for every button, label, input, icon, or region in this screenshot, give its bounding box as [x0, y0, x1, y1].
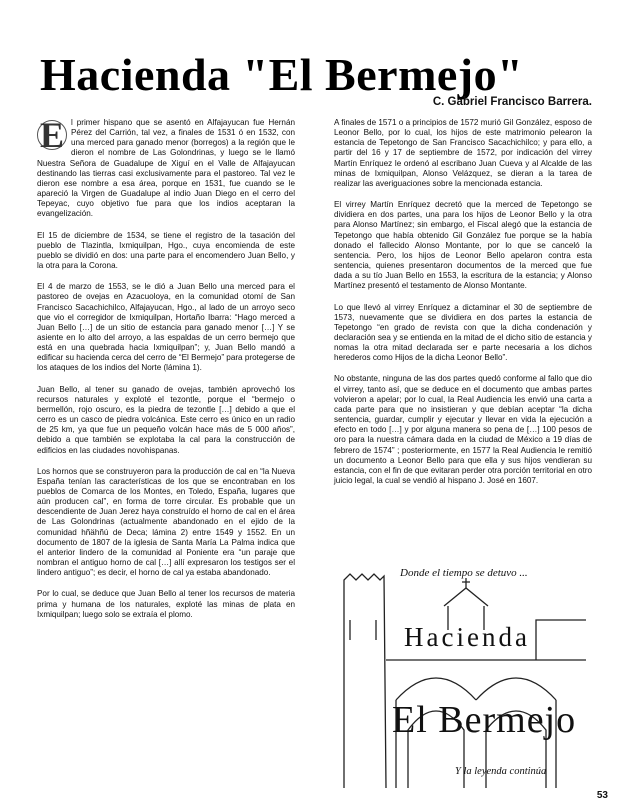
illustration-tagline: Donde el tiempo se detuvo ... [400, 567, 528, 579]
author-byline: C. Gabriel Francisco Barrera. [432, 96, 592, 108]
paragraph: El 15 de diciembre de 1534, se tiene el registro de la tasación del pueblo de Tlazintla, Ixmiquilpan, Hgo., cuya encomienda de este pueblo se dividió en dos: una parte para el encomendero Juan Bello, y la otra para la Corona. [37, 230, 295, 271]
paragraph: No obstante, ninguna de las dos partes quedó conforme al fallo que dio el virrey, tanto así, que se deduce en el documento que ambas partes volvieron a apelar; por lo cual, la Real Audiencia les envió una carta a cada parte para que no insistieran y que debían aceptar “la dicha sentencia, guardar, cumplir y ejecutar y llevar en vida la ejecución a efecto en todo […] y por alguna manera so pena de […] 100 pesos de oro para la nuestra cámara dada en la ciudad de México a 19 días de febrero de 1574” ; posteriormente, en 1577 la Real Audiencia le remitió un documento a Leonor Bello para que ella y sus hijos vendieran su estancia, con el fin de que evitaran perder otra porción territorial en otro juicio legal, la cual se vendió al hispano J. José en 1607. [334, 374, 592, 485]
paragraph: El 4 de marzo de 1553, se le dió a Juan Bello una merced para el pastoreo de ovejas en Azacuoloya, en la comunidad otomí de San Francisco Sacachichilco, Alfajayucan, Hgo., al lado de un arroyo seco que vio el corregidor de Ixmiquilpan, Hortaño Ibarra: “Hago merced a Juan Bello […] de un sitio de estancia para ganado menor […] Y se asiente en lo alto del arroyo, a las espaldas de un cerro bermejo que está en una quebrada hacia Ixmiquilpan”; y, Juan Bello mandó a edificar su hacienda cerca del cerro de “El Bermejo” para protegerse de los ataques de los indios del Norte (lámina 1). [37, 282, 295, 373]
hacienda-illustration [336, 560, 596, 790]
drop-cap: E [37, 120, 67, 150]
left-column [37, 115, 295, 631]
paragraph: Lo que llevó al virrey Enríquez a dictaminar el 30 de septiembre de 1573, nuevamente que se dividiera en dos partes la estancia de Tepetongo “en grado de revista con que la dicha condenación y declaración sea y se entienda en la mitad de el dicho sitio de estancia y nomas la otra mitad declarada ser e parte necesaria a los dichos herederos como Hijos de la dicha Leonor Bello”. [334, 302, 592, 363]
paragraph: Juan Bello, al tener su ganado de ovejas, también aprovechó los recursos naturales y exploté el tezontle, porque el “bermejo o bermellón, rojo oscuro, es la piedra de tezontle […] debido a que el cerro es un casco de piedra volcánica. Este cerro es único en un radio de 25 km, ya que fue un pequeño volcán hace más de 5 000 años”, debido a que también se explotaba la cal para la construcción de edificios en las ciudades novohispanas. [37, 384, 295, 455]
paragraph: Los hornos que se construyeron para la producción de cal en “la Nueva España tenían las características de los que se encontraban en los pueblos de Comarca de los Montes, en Toledo, España, lugares que aún producen cal”, en forma de torre circular. Es probable que un descendiente de Juan Jerez haya construído el horno de cal en el área de Las Golondrinas (actualmente abandonado en el ejido de la comunidad hñähñú de Deca; lámina 2) entre 1549 y 1552. En un documento de 1807 de la iglesia de Santa María La Palma indica que el anterior lindero de la comunidad al Poniente era “un paraje que nombran el antiguo horno de cal […] allí expresaron los testigos ser el lindero antiguo”; es decir, el horno de cal ya estaba abandonado. [37, 466, 295, 578]
paragraph: A finales de 1571 o a principios de 1572 murió Gil González, esposo de Leonor Bello, por lo cual, los hijos de este matrimonio pelearon la estancia de Tepetongo de San Francisco Sacachichilco; y para ello, a partir del 16 y 17 de septiembre de 1572, por indicación del virrey Martín Enríquez le ordenó al escribano Juan Cueva y al Alcalde de las minas de Ixmiquilpan, Alonso Velázquez, se dieran a la tarea de realizar las averiguaciones sobre la mencionada estancia. [334, 118, 592, 188]
paragraph: E l primer hispano que se asentó en Alfajayucan fue Hernán Pérez del Carrión, tal vez, a finales de 1531 ó en 1532, con una merced para ganado menor (borregos) a la región que le dieron el nombre de Las Golondrinas, y luego se le llamó Nuestra Señora de Guadalupe de Xiguí en el Valle de Alfajayucan destinando las tierras casi exclusivamente para el pastoreo. Tal vez le dieron ese nombre a esa área, porque en 1531, fue cuando se le apareció la Virgen de Guadalupe al indio Juan Diego en el cerro del Tepeyac, cuyo objetivo fue para que los indios aceptaran la evangelización. [37, 115, 295, 219]
paragraph: Por lo cual, se deduce que Juan Bello al tener los recursos de materia prima y humana de los naturales, exploté las minas de plata en Ixmiquilpan; luego solo se extraía el plomo. [37, 589, 295, 619]
illustration-footer: Y la leyenda continúa [455, 766, 547, 777]
illustration-word-hacienda: Hacienda [404, 622, 530, 652]
illustration-word-bermejo: El Bermejo [392, 699, 577, 741]
right-column [334, 118, 592, 497]
page-title: Hacienda "El Bermejo" [40, 49, 524, 100]
paragraph: El virrey Martín Enríquez decretó que la merced de Tepetongo se dividiera en dos partes, una para los hijos de Leonor Bello y la otra para Alonso Martínez; sin embargo, el Fiscal alegó que la estancia de Tepetongo que había obtenido Gil González fue porque se la había donado el fallecido Alonso Montante, por lo que se canceló la sentencia. Pero, los hijos de Leonor Bello apelaron contra esta sentencia, quienes presentaron documentos de la merced que fue dada a su tío Juan Bello en 1553, la escritura de la estancia; y Alonso Martínez presentó el testamento de Alonso Montante. [334, 200, 592, 291]
page-number: 53 [596, 790, 608, 801]
